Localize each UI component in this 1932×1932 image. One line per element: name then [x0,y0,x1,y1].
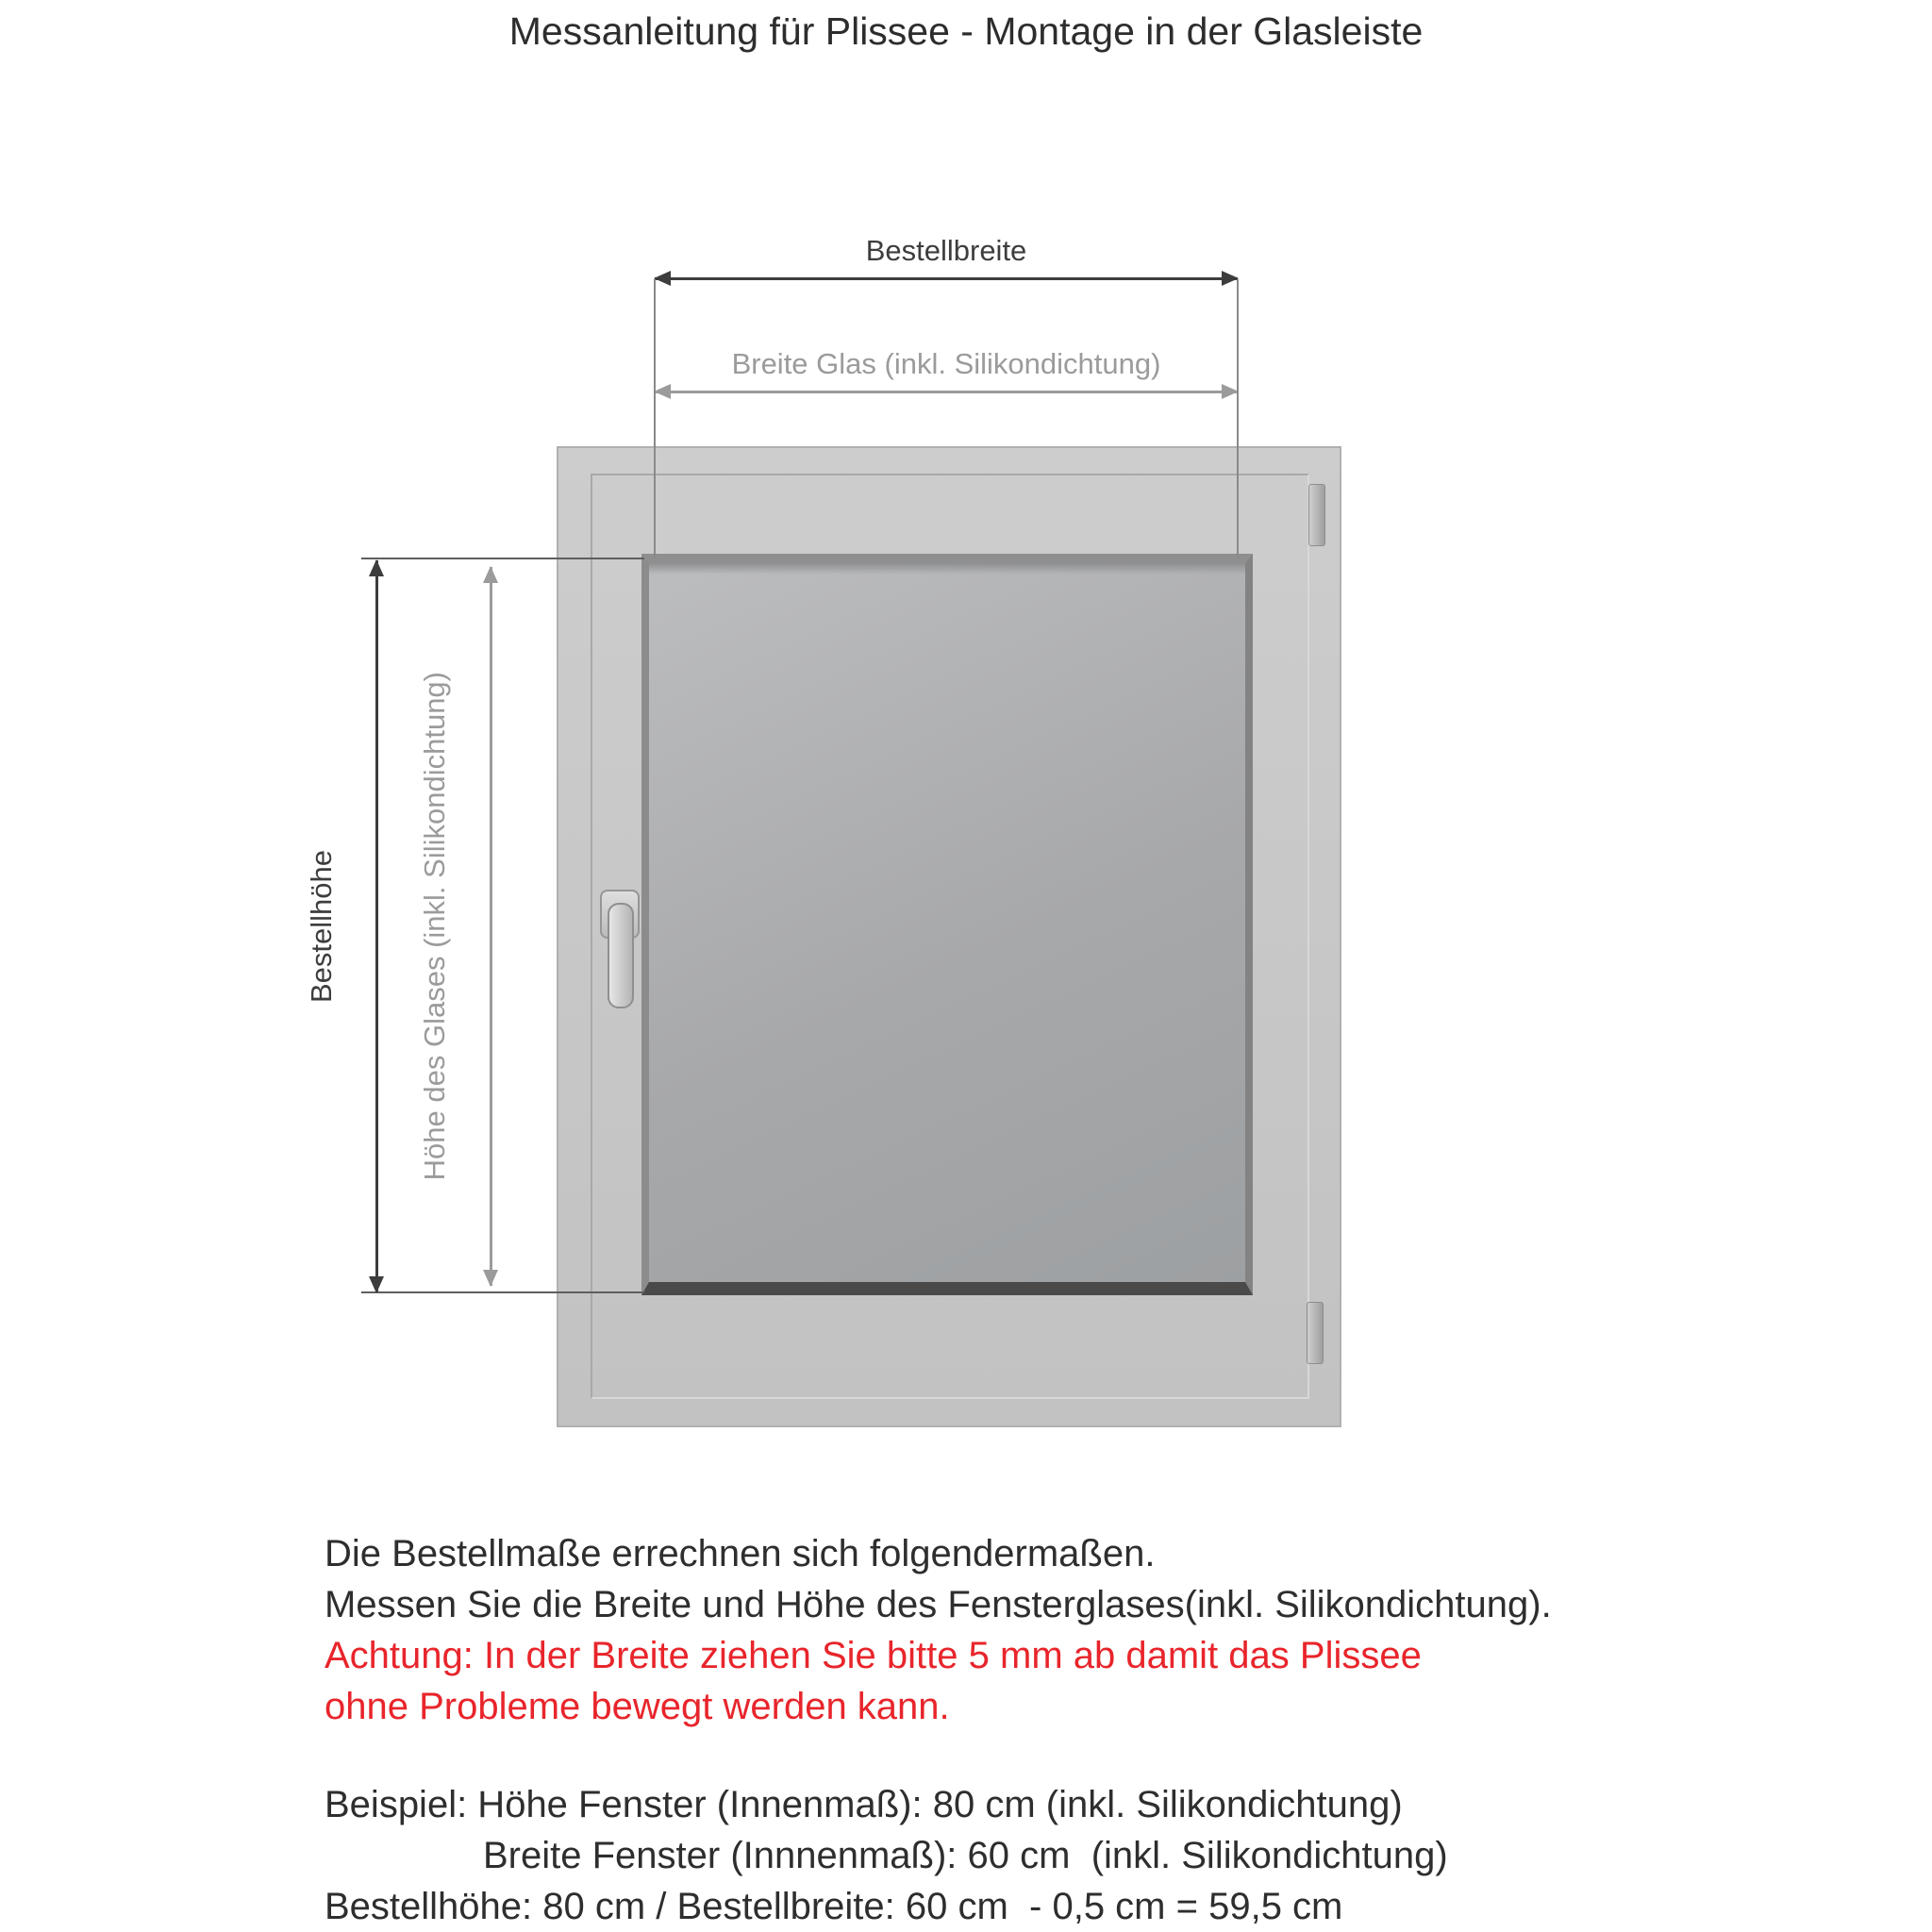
extension-line-left [654,279,656,558]
example-line-2: Breite Fenster (Innnenmaß): 60 cm (inkl. Silikondichtung) [483,1835,1448,1876]
instruction-line-2: Messen Sie die Breite und Höhe des Fensterglases(inkl. Silikondichtung). [325,1584,1552,1625]
order-height-arrow [375,560,378,1292]
warning-line-2: ohne Probleme bewegt werden kann. [325,1686,950,1727]
instruction-block [325,1528,1552,1932]
glass-height-arrow [490,567,492,1286]
tick-line-top [361,558,644,559]
glass-width-arrow [655,391,1238,393]
window-glass [641,554,1253,1295]
order-width-label: Bestellbreite [865,234,1027,267]
warning-line-1: Achtung: In der Breite ziehen Sie bitte 5 mm ab damit das Plissee [325,1635,1422,1676]
order-height-label: Bestellhöhe [305,849,338,1003]
glass-width-label: Breite Glas (inkl. Silikondichtung) [731,347,1161,380]
example-line-1: Beispiel: Höhe Fenster (Innenmaß): 80 cm (inkl. Silikondichtung) [325,1784,1403,1825]
order-width-arrow [655,277,1238,280]
glass-height-label: Höhe des Glases (inkl. Silikondichtung) [418,672,451,1181]
window-hinge-top [1308,484,1325,546]
text-spacer [325,1732,1552,1779]
extension-line-right [1237,279,1239,558]
page-title: Messanleitung für Plissee - Montage in der Glasleiste [508,9,1424,53]
window-frame [557,446,1341,1427]
example-line-3: Bestellhöhe: 80 cm / Bestellbreite: 60 cm - 0,5 cm = 59,5 cm [325,1886,1343,1927]
tick-line-bottom [361,1291,644,1293]
instruction-line-1: Die Bestellmaße errechnen sich folgendermaßen. [325,1533,1156,1574]
window-hinge-bottom [1307,1302,1324,1364]
window-handle-icon [608,903,634,1008]
